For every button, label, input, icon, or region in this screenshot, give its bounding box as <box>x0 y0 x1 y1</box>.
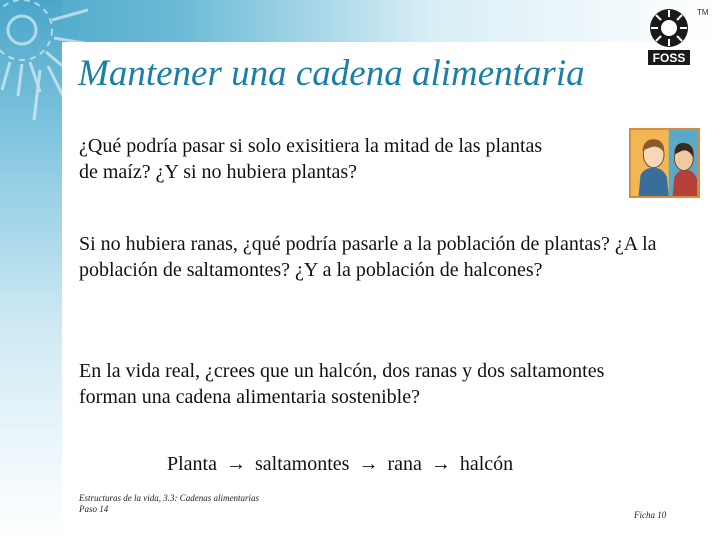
two-people-talking-icon <box>629 128 700 198</box>
footer-step-line: Paso 14 <box>79 504 109 514</box>
question-paragraph-2: Si no hubiera ranas, ¿qué podría pasarle a la población de plantas? ¿A la población de saltamontes? ¿Y a la población de halcones? <box>79 233 657 281</box>
arrow-right-icon: → <box>226 453 246 475</box>
trademark-mark: TM <box>697 8 709 17</box>
food-chain-line <box>167 453 513 476</box>
arrow-right-icon: → <box>430 453 451 475</box>
question-paragraph-3: En la vida real, ¿crees que un halcón, dos ranas y dos saltamontes forman una cadena alimentaria sostenible? <box>79 360 605 408</box>
question-paragraph-1: ¿Qué podría pasar si solo exisitiera la mitad de las plantas de maíz? ¿Y si no hubiera plantas? <box>79 135 543 183</box>
footer-source <box>79 493 259 515</box>
footer-source-line: Estructuras de la vida, 3.3: Cadenas alimentarias <box>79 493 259 503</box>
chain-item-hawk: halcón <box>459 453 514 475</box>
slide-number: Ficha 10 <box>634 510 667 520</box>
chain-item-plant: Planta <box>167 453 217 475</box>
logo-text: FOSS <box>652 51 686 65</box>
arrow-right-icon: → <box>358 453 379 475</box>
slide-title: Mantener una cadena alimentaria <box>78 53 585 94</box>
chain-item-grasshoppers: saltamontes <box>255 453 350 475</box>
foss-logo <box>646 6 692 66</box>
chain-item-frog: rana <box>387 453 422 475</box>
